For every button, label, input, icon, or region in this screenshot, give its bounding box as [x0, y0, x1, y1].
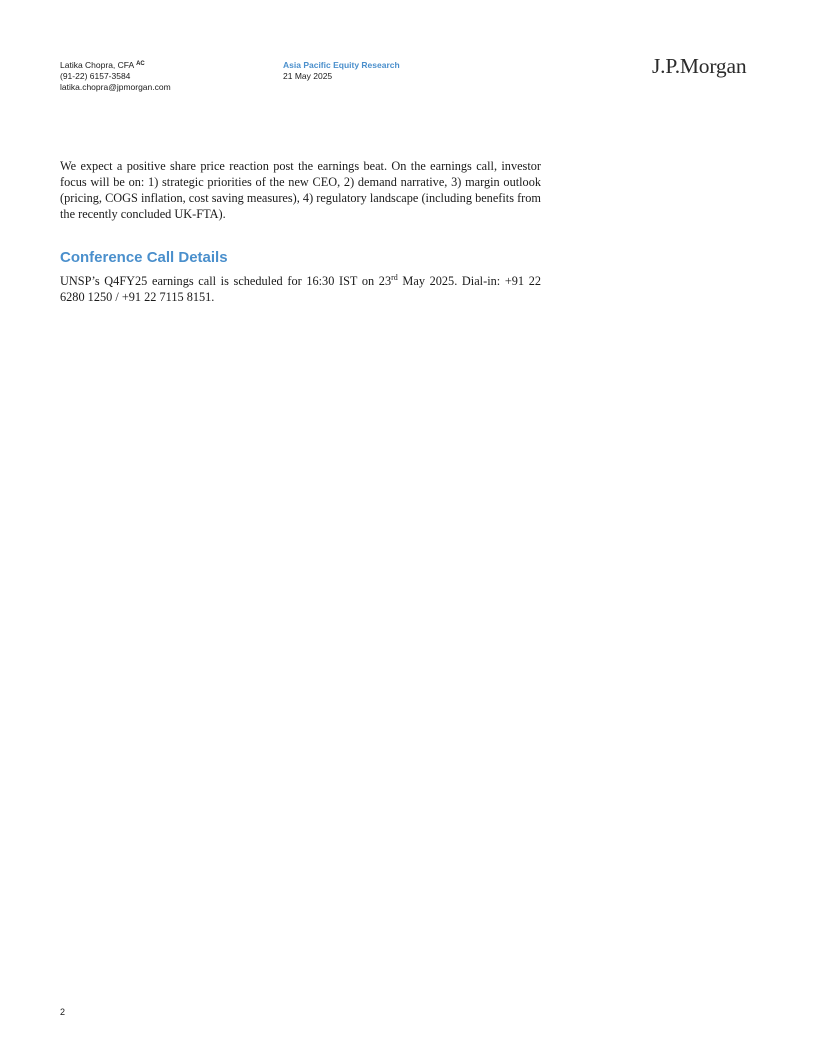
body-paragraph: We expect a positive share price reaction post the earnings beat. On the earnings call, investor focus will be on: 1) strategic priorities of the new CEO, 2) demand narrative, 3) margin outlook (pricing, COGS inflation, cost saving measures), 4) regulatory landscape (including benefits from the recently concluded UK-FTA).: [60, 159, 541, 221]
jpmorgan-logo: J.P.Morgan: [652, 54, 747, 78]
research-block: [283, 60, 400, 82]
author-name-line: [60, 60, 171, 71]
date-ordinal-suffix: rd: [391, 272, 398, 282]
author-name: Latika Chopra, CFA: [60, 60, 134, 70]
conference-call-paragraph: [60, 273, 541, 305]
page-number: 2: [60, 1007, 66, 1017]
report-date: 21 May 2025: [283, 71, 333, 81]
author-email: latika.chopra@jpmorgan.com: [60, 82, 171, 92]
section-heading: Conference Call Details: [60, 249, 228, 266]
department-label: Asia Pacific Equity Research: [283, 60, 400, 70]
call-text-end: May 2025. Dial-in: +91 22 6280 1250 / +91 22 7115 8151.: [60, 274, 542, 304]
author-badge: AC: [136, 61, 145, 67]
author-phone: (91-22) 6157-3584: [60, 71, 131, 81]
call-text-start: UNSP’s Q4FY25 earnings call is scheduled for 16:30 IST on 23: [60, 274, 392, 288]
author-block: [60, 60, 171, 93]
